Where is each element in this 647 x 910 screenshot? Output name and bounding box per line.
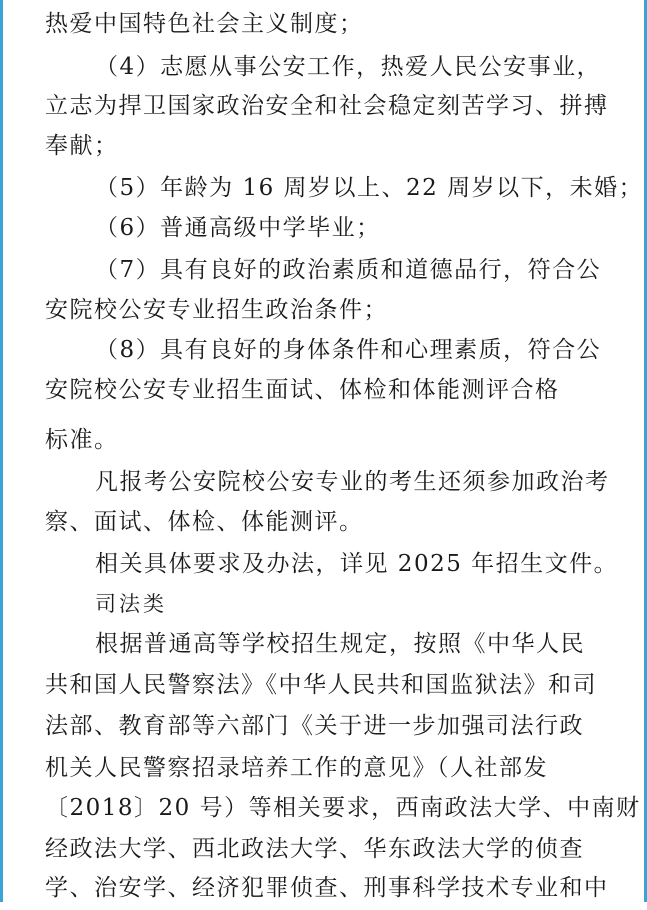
text-line: 察、面试、体检、体能测评。 [45,509,364,535]
list-item-5: （5）年龄为 16 周岁以上、22 周岁以下，未婚； [95,175,644,201]
text-line: 共和国人民警察法》《中华人民共和国监狱法》和司 [45,672,597,698]
list-item-8: （8）具有良好的身体条件和心理素质，符合公 [95,337,602,363]
text-line: 安院校公安专业招生政治条件； [45,297,388,323]
section-heading: 司法类 [95,592,167,616]
list-item-6: （6）普通高级中学毕业； [95,215,381,241]
paragraph-line: 根据普通高等学校招生规定，按照《中华人民 [95,631,585,657]
text-line: 奉献； [45,133,119,159]
text-line: 标准。 [45,427,119,453]
text-line: 经政法大学、西北政法大学、华东政法大学的侦查 [45,836,584,862]
text-line: 法部、教育部等六部门《关于进一步加强司法行政 [45,713,584,739]
text-line: 热爱中国特色社会主义制度； [45,11,364,37]
text-line: 学、治安学、经济犯罪侦查、刑事科学技术专业和中 [45,875,609,901]
paragraph-line: 相关具体要求及办法，详见 2025 年招生文件。 [95,551,619,577]
list-item-4: （4）志愿从事公安工作，热爱人民公安事业， [95,54,602,80]
text-line: 机关人民警察招录培养工作的意见》（人社部发 [45,755,548,781]
text-line: 〔2018〕20 号）等相关要求，西南政法大学、中南财 [45,795,641,821]
text-line: 立志为捍卫国家政治安全和社会稳定刻苦学习、拼搏 [45,93,609,119]
list-item-7: （7）具有良好的政治素质和道德品行，符合公 [95,257,602,283]
text-line: 安院校公安专业招生面试、体检和体能测评合格 [45,377,560,403]
paragraph-line: 凡报考公安院校公安专业的考生还须参加政治考 [95,469,610,495]
